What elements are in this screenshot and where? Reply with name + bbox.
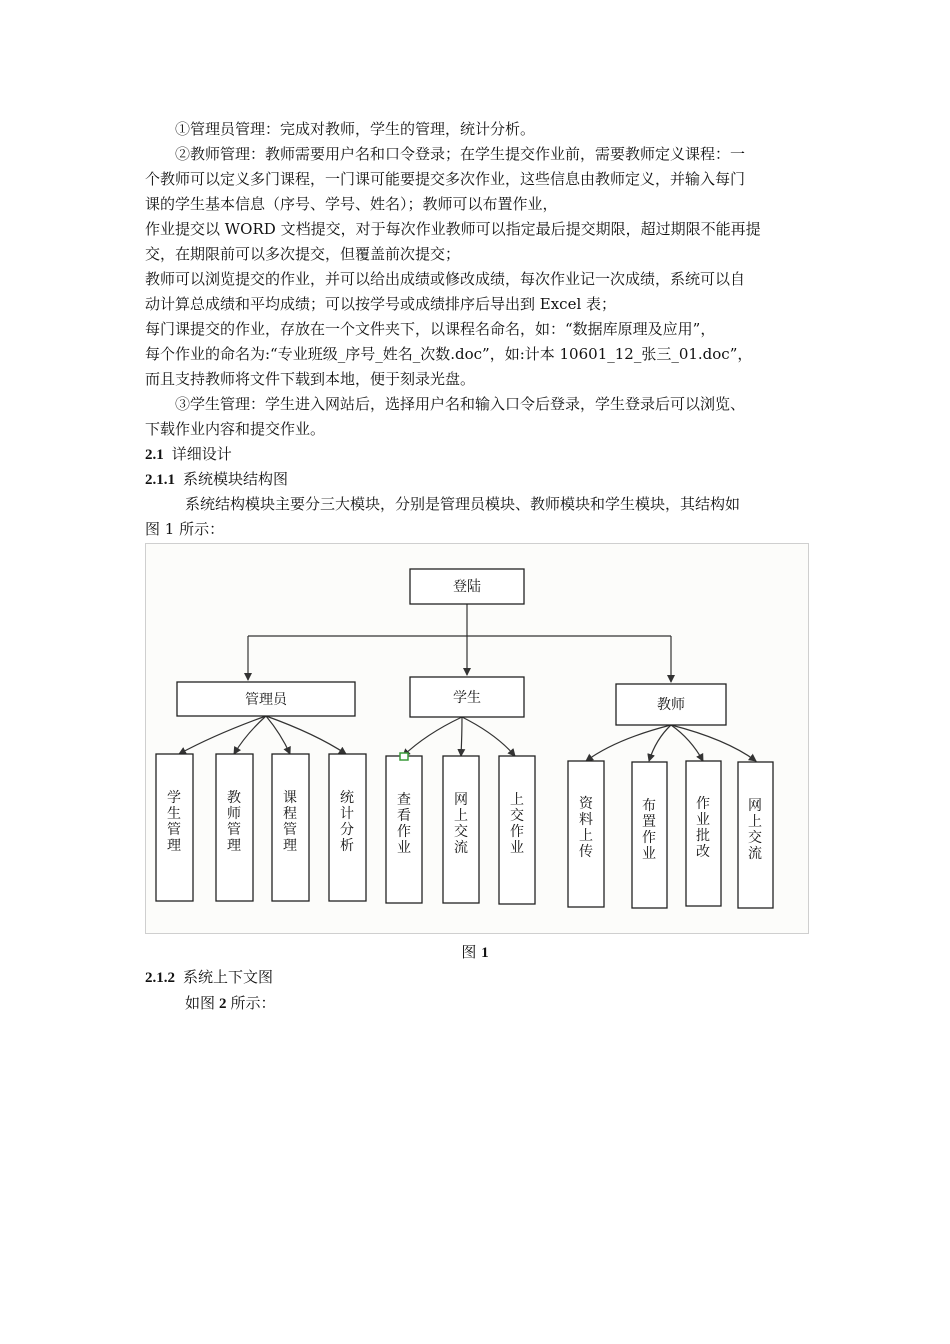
paragraph-line: 而且支持教师将文件下载到本地，便于刻录光盘。 [145, 370, 476, 388]
heading-title: 系统上下文图 [183, 968, 274, 986]
child-label: 网上交流 [748, 798, 762, 862]
heading-2-1 [145, 442, 808, 467]
see-figure-number: 2 [219, 996, 227, 1012]
heading-title: 系统模块结构图 [183, 470, 289, 488]
paragraph-line: 下载作业内容和提交作业。 [145, 420, 326, 438]
diagram-svg [146, 544, 808, 933]
child-label: 网上交流 [454, 792, 468, 856]
caption-number: 1 [481, 945, 489, 961]
child-label: 课程管理 [283, 790, 297, 854]
heading-2-1-2 [145, 965, 808, 990]
child-label: 查看作业 [397, 792, 411, 856]
paragraph-admin: ①管理员管理：完成对教师，学生的管理，统计分析。 [175, 120, 536, 138]
child-label: 布置作业 [642, 798, 656, 862]
arrow-child [671, 725, 756, 761]
root-label: 登陆 [453, 579, 481, 595]
selection-handle-icon [400, 753, 408, 760]
arrow-child [266, 716, 346, 754]
heading-title: 详细设计 [171, 445, 232, 463]
arrow-child [403, 717, 462, 756]
paragraph-line: 个教师可以定义多门课程，一门课可能要提交多次作业，这些信息由教师定义，并输入每门 [145, 170, 746, 188]
arrow-child [266, 716, 290, 754]
child-label: 教师管理 [227, 790, 241, 854]
group-label: 教师 [657, 697, 685, 713]
heading-number: 2.1 [145, 447, 164, 463]
paragraph-line: 每个作业的命名为:“专业班级_序号_姓名_次数.doc”，如:计本 10601_12_张三_01.doc”， [145, 345, 753, 363]
paragraph-line: 动计算总成绩和平均成绩；可以按学号或成绩排序后导出到 Excel 表； [145, 295, 617, 313]
paragraph-student: ③学生管理：学生进入网站后，选择用户名和输入口令后登录，学生登录后可以浏览、 [175, 395, 746, 413]
paragraph-line: 作业提交以 WORD 文档提交，对于每次作业教师可以指定最后提交期限，超过期限不能再提 [145, 220, 761, 238]
child-label: 统计分析 [340, 790, 354, 854]
see-figure-2 [185, 991, 848, 1016]
heading-2-1-1 [145, 467, 808, 492]
intro-line: 图 1 所示： [145, 520, 225, 538]
arrow-child [461, 717, 462, 756]
arrow-child [462, 717, 515, 756]
see-figure-suffix: 所示： [230, 994, 276, 1012]
arrow-child [671, 725, 703, 761]
heading-number: 2.1.1 [145, 472, 175, 488]
group-label: 学生 [453, 690, 481, 706]
see-figure-prefix: 如图 [185, 994, 216, 1012]
paragraph-teacher: ②教师管理：教师需要用户名和口令登录；在学生提交作业前，需要教师定义课程：一 [175, 145, 746, 163]
arrow-child [179, 716, 266, 754]
figure-caption [0, 941, 950, 962]
intro-line: 系统结构模块主要分三大模块，分别是管理员模块、教师模块和学生模块，其结构如 [185, 495, 741, 513]
child-label: 作业批改 [696, 796, 710, 860]
module-structure-diagram [145, 543, 809, 934]
caption-prefix: 图 [461, 943, 477, 961]
child-label: 上交作业 [510, 792, 524, 856]
group-label: 管理员 [245, 692, 287, 708]
heading-number: 2.1.2 [145, 970, 175, 986]
child-label: 资料上传 [579, 796, 593, 860]
paragraph-line: 课的学生基本信息（序号、学号、姓名）；教师可以布置作业， [145, 195, 558, 213]
paragraph-line: 交，在期限前可以多次提交，但覆盖前次提交； [145, 245, 461, 263]
arrow-child [586, 725, 671, 761]
child-label: 学生管理 [167, 790, 181, 854]
paragraph-line: 每门课提交的作业，存放在一个文件夹下，以课程名命名，如：“数据库原理及应用”， [145, 320, 716, 338]
paragraph-line: 教师可以浏览提交的作业，并可以给出成绩或修改成绩，每次作业记一次成绩，系统可以自 [145, 270, 746, 288]
